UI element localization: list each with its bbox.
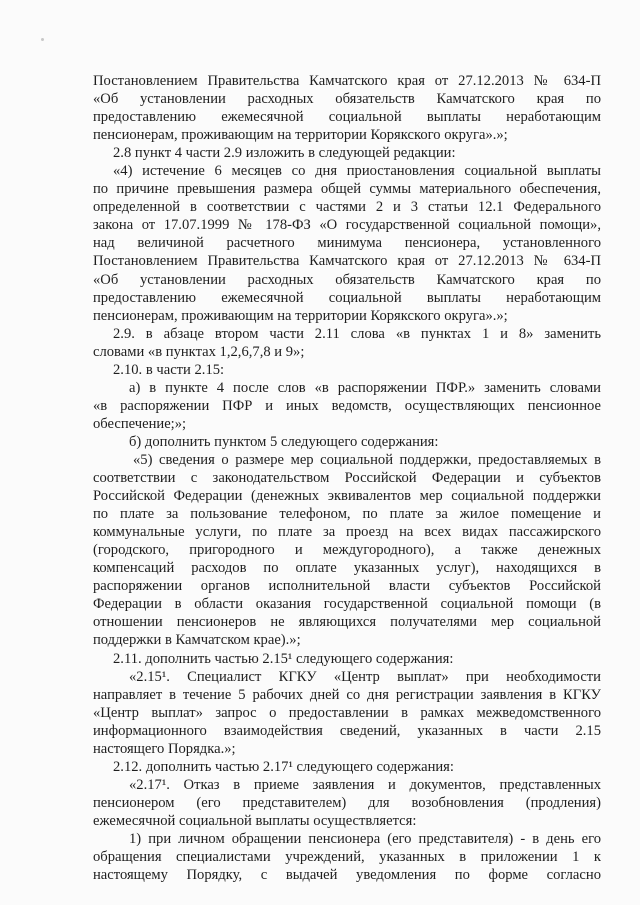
text-line: коммунальные услуги, по плате за проезд на всех видах пассажирского bbox=[93, 524, 601, 541]
text-line: предоставлению ежемесячной социальной выплаты неработающим bbox=[93, 109, 601, 126]
text-line: пенсионерам, проживающим на территории Корякского округа».»; bbox=[93, 127, 508, 144]
text-line: 2.10. в части 2.15: bbox=[113, 361, 225, 378]
text-line: определенной в соответствии с частями 2 и 3 статьи 12.1 Федерального bbox=[93, 199, 601, 216]
text-line: «4) истечение 6 месяцев со дня приостановления социальной выплаты bbox=[113, 163, 601, 180]
text-line: соответствии с законодательством Российской Федерации и субъектов bbox=[93, 470, 601, 487]
text-line: Постановлением Правительства Камчатского края от 27.12.2013 № 634-П bbox=[93, 73, 601, 89]
text-line: компенсаций расходов по оплате указанных услуг), находящихся в bbox=[93, 560, 601, 577]
text-line: настоящего Порядка.»; bbox=[93, 740, 236, 757]
text-line: «в распоряжении ПФР и иных ведомств, осуществляющих пенсионное bbox=[93, 397, 601, 414]
text-line: б) дополнить пунктом 5 следующего содержания: bbox=[129, 433, 439, 450]
text-line: над величиной расчетного минимума пенсионера, установленного bbox=[93, 235, 601, 252]
document-text bbox=[93, 72, 601, 884]
text-line: поддержки в Камчатском крае).»; bbox=[93, 632, 301, 649]
text-line: настоящему Порядку, с выдачей уведомления по форме согласно bbox=[93, 867, 601, 884]
text-line: по причине превышения размера общей суммы материального обеспечения, bbox=[93, 181, 601, 198]
text-line: ежемесячной социальной выплаты осуществляется: bbox=[93, 812, 417, 829]
text-line: информационного взаимодействия сведений, указанных в части 2.15 bbox=[93, 722, 601, 739]
text-line: (городского, пригородного и междугородного), а также денежных bbox=[93, 542, 601, 559]
text-line: распоряжении органов исполнительной власти субъектов Российской bbox=[93, 578, 601, 595]
text-line: обращения специалистами учреждений, указанных в приложении 1 к bbox=[93, 849, 601, 866]
scan-speck bbox=[41, 38, 44, 41]
text-line: «Об установлении расходных обязательств Камчатского края по bbox=[93, 271, 601, 288]
text-line: «2.17¹. Отказ в приеме заявления и документов, представленных bbox=[129, 776, 601, 793]
text-line: 2.9. в абзаце втором части 2.11 слова «в пунктах 1 и 8» заменить bbox=[113, 325, 601, 342]
text-line: предоставлению ежемесячной социальной выплаты неработающим bbox=[93, 289, 601, 306]
text-line: по плате за пользование телефоном, по плате за жилое помещение и bbox=[93, 506, 601, 523]
text-line: 1) при личном обращении пенсионера (его представителя) - в день его bbox=[129, 830, 601, 847]
text-line: а) в пункте 4 после слов «в распоряжении ПФР.» заменить словами bbox=[129, 379, 601, 396]
text-line: Российской Федерации (денежных эквивалентов мер социальной поддержки bbox=[93, 488, 601, 505]
text-line: пенсионерам, проживающим на территории Корякского округа».»; bbox=[93, 307, 508, 324]
text-line: «Об установлении расходных обязательств Камчатского края по bbox=[93, 91, 601, 108]
text-line: «2.15¹. Специалист КГКУ «Центр выплат» при необходимости bbox=[129, 668, 601, 685]
text-line: 2.11. дополнить частью 2.15¹ следующего содержания: bbox=[113, 650, 454, 667]
text-line: Федерации в области оказания государственной социальной помощи (в bbox=[93, 596, 601, 613]
text-line: отношении пенсионеров не являющихся получателями мер социальной bbox=[93, 614, 601, 631]
text-line: закона от 17.07.1999 № 178-ФЗ «О государственной социальной помощи», bbox=[93, 217, 601, 234]
text-line: 2.8 пункт 4 части 2.9 изложить в следующей редакции: bbox=[113, 145, 456, 162]
text-line: Постановлением Правительства Камчатского края от 27.12.2013 № 634-П bbox=[93, 253, 601, 270]
text-line: «Центр выплат» запрос о предоставлении в рамках межведомственного bbox=[93, 704, 601, 721]
text-line: обеспечение;»; bbox=[93, 415, 187, 432]
text-line: словами «в пунктах 1,2,6,7,8 и 9»; bbox=[93, 343, 305, 360]
text-line: направляет в течение 5 рабочих дней со дня регистрации заявления в КГКУ bbox=[93, 686, 601, 703]
text-line: «5) сведения о размере мер социальной поддержки, предоставляемых в bbox=[133, 451, 601, 468]
text-line: 2.12. дополнить частью 2.17¹ следующего содержания: bbox=[113, 758, 454, 775]
text-line: пенсионером (его представителем) для возобновления (продления) bbox=[93, 794, 601, 811]
